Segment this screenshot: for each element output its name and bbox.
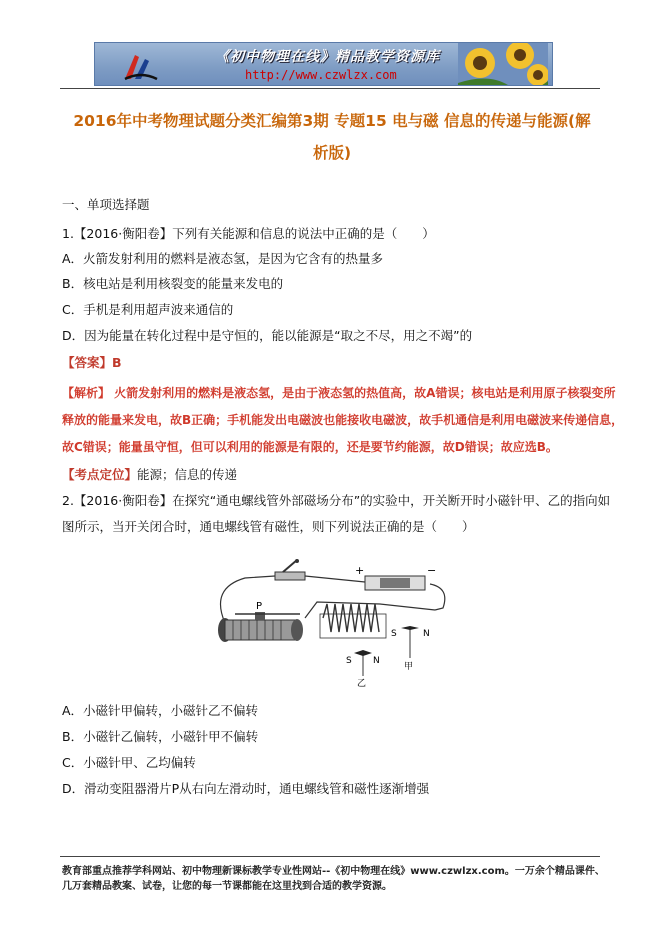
- section-heading: 一、单项选择题: [62, 197, 150, 212]
- point-label: 【考点定位】: [62, 467, 138, 482]
- label-jia: 甲: [404, 662, 414, 672]
- compass-jia: [401, 626, 419, 658]
- banner-url[interactable]: http://www.czwlzx.com: [245, 68, 397, 82]
- q1-option-b: B．核电站是利用核裂变的能量来发电的: [62, 276, 284, 291]
- q1-stem: 1.【2016·衡阳卷】下列有关能源和信息的说法中正确的是（ ）: [62, 226, 435, 241]
- footer-rule: [60, 856, 600, 857]
- q2-stem-line1: 2.【2016·衡阳卷】在探究“通电螺线管外部磁场分布”的实验中，开关断开时小磁针甲、乙的指向如: [62, 493, 611, 508]
- compass-s1: S: [391, 629, 397, 639]
- battery: [365, 576, 425, 590]
- q2-option-b: B．小磁针乙偏转，小磁针甲不偏转: [62, 729, 259, 744]
- header-banner: [94, 42, 553, 86]
- footer-line1: 教育部重点推荐学科网站、初中物理新课标教学专业性网站--《初中物理在线》www.czwlzx.com。一万余个精品课件、: [62, 866, 605, 877]
- slider-p-label: P: [256, 601, 263, 612]
- rheostat: [218, 612, 303, 642]
- compass-n2: N: [373, 656, 380, 666]
- sunflower-icon: [458, 43, 548, 86]
- page-title-cont: 析版): [312, 144, 352, 162]
- banner-brand: 《初中物理在线》精品教学资源库: [215, 49, 440, 65]
- q1-option-c: C．手机是利用超声波来通信的: [62, 302, 234, 317]
- switch: [275, 559, 305, 580]
- q2-option-c: C．小磁针甲、乙均偏转: [62, 755, 196, 770]
- answer-label: 【答案】: [62, 355, 113, 370]
- compass-s2: S: [346, 656, 352, 666]
- q2-option-a: A．小磁针甲偏转，小磁针乙不偏转: [62, 703, 259, 718]
- answer-value: B: [112, 355, 122, 370]
- q1-analysis-3: 故C错误；能量虽守恒，但可以利用的能源是有限的，还是要节约能源，故D错误；故应选B。: [62, 440, 558, 454]
- footer-line2: 几万套精品教案、试卷，让您的每一节课都能在这里找到合适的教学资源。: [62, 881, 392, 892]
- circuit-diagram: [205, 558, 455, 688]
- logo-icon: [121, 49, 161, 83]
- q2-option-d: D．滑动变阻器滑片P从右向左滑动时，通电螺线管和磁性逐渐增强: [62, 781, 430, 796]
- compass-yi: [354, 650, 372, 676]
- q2-stem-line2: 图所示，当开关闭合时，通电螺线管有磁性，则下列说法正确的是（ ）: [62, 519, 475, 534]
- battery-plus: +: [355, 564, 365, 577]
- header-rule: [60, 88, 600, 89]
- q1-point: [62, 466, 237, 484]
- q1-analysis-1: 【解析】 火箭发射利用的燃料是液态氢，是由于液态氢的热值高，故A错误；核电站是利用原子核裂变所: [62, 386, 616, 400]
- q1-answer: [62, 354, 122, 372]
- q1-option-a: A．火箭发射利用的燃料是液态氢，是因为它含有的热量多: [62, 251, 384, 266]
- battery-minus: −: [427, 564, 437, 577]
- q1-analysis-2: 释放的能量来发电，故B正确；手机能发出电磁波也能接收电磁波，故手机通信是利用电磁波来传递信息，: [62, 413, 624, 427]
- label-yi: 乙: [357, 679, 367, 688]
- point-value: 能源；信息的传递: [137, 467, 238, 482]
- page-title: 2016年中考物理试题分类汇编第3期 专题15 电与磁 信息的传递与能源(解: [73, 112, 591, 130]
- q1-option-d: D．因为能量在转化过程中是守恒的，能以能源是“取之不尽，用之不竭”的: [62, 328, 473, 343]
- compass-n1: N: [423, 629, 430, 639]
- solenoid-coil: [320, 604, 386, 638]
